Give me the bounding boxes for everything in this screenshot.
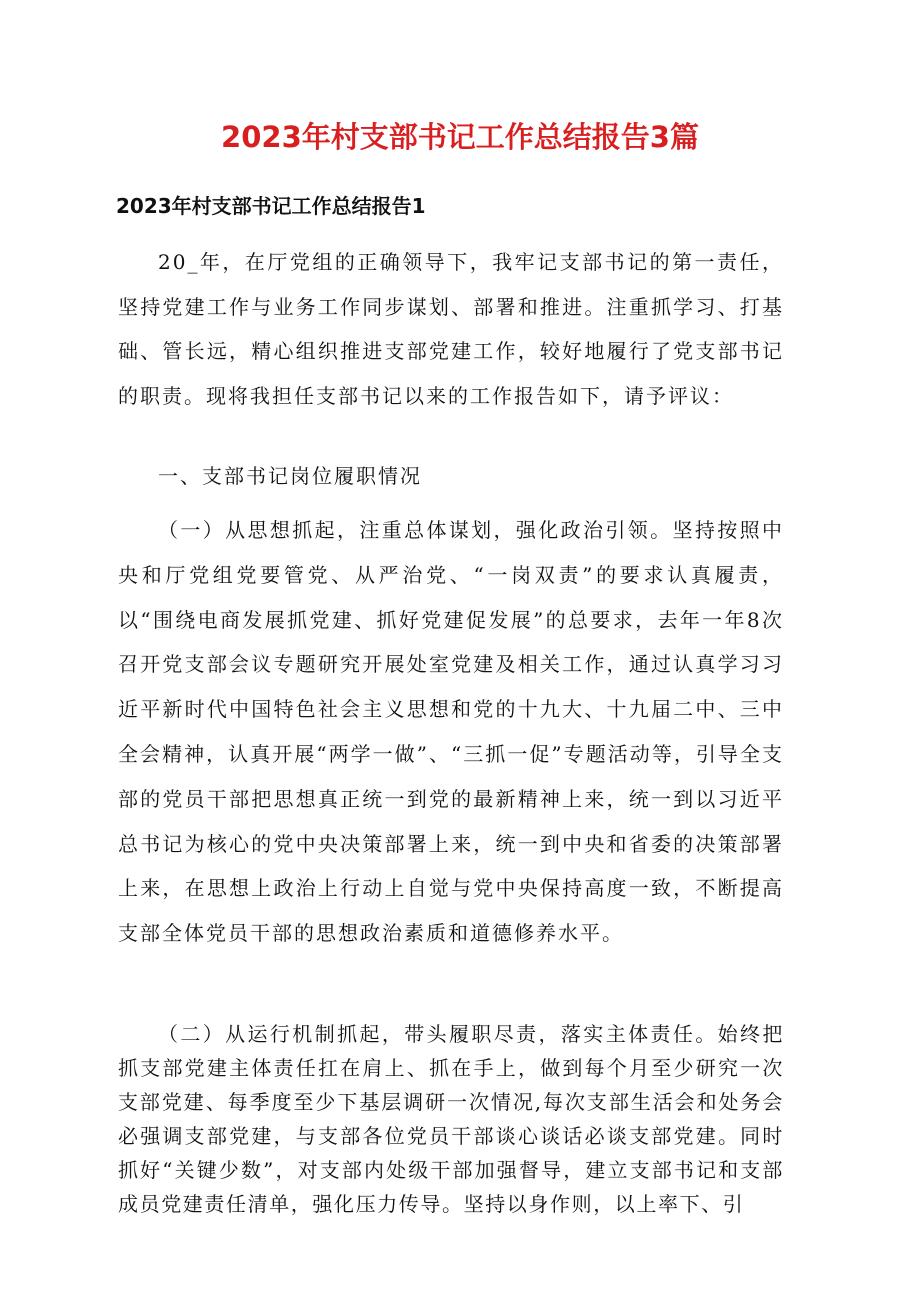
report-heading: 2023年村支部书记工作总结报告1 xyxy=(116,194,426,218)
subsection-two-paragraph: （二）从运行机制抓起，带头履职尽责，落实主体责任。始终把抓支部党建主体责任扛在肩上、抓在手上，做到每个月至少研究一次支部党建、每季度至少下基层调研一次情况,每次支部生活会和处务会必强调支部党建，与支部各位党员干部谈心谈话必谈支部党建。同时抓好“关键少数”，对支部内处级干部加强督导，建立支部书记和支部成员党建责任清单，强化压力传导。坚持以身作则，以上率下、引 xyxy=(118,1022,784,1216)
document-title: 2023年村支部书记工作总结报告3篇 xyxy=(221,120,699,154)
section-one-heading: 一、支部书记岗位履职情况 xyxy=(158,464,422,488)
intro-paragraph: 20_年，在厅党组的正确领导下，我牢记支部书记的第一责任，坚持党建工作与业务工作同步谋划、部署和推进。注重抓学习、打基础、管长远，精心组织推进支部党建工作，较好地履行了党支部书记的职责。现将我担任支部书记以来的工作报告如下，请予评议： xyxy=(118,250,784,408)
subsection-one-paragraph: （一）从思想抓起，注重总体谋划，强化政治引领。坚持按照中央和厅党组党要管党、从严治党、“一岗双责”的要求认真履责，以“围绕电商发展抓党建、抓好党建促发展”的总要求，去年一年8次召开党支部会议专题研究开展处室党建及相关工作，通过认真学习习近平新时代中国特色社会主义思想和党的十九大、十九届二中、三中全会精神，认真开展“两学一做”、“三抓一促”专题活动等，引导全支部的党员干部把思想真正统一到党的最新精神上来，统一到以习近平总书记为核心的党中央决策部署上来，统一到中央和省委的决策部署上来，在思想上政治上行动上自觉与党中央保持高度一致，不断提高支部全体党员干部的思想政治素质和道德修养水平。 xyxy=(118,518,784,946)
